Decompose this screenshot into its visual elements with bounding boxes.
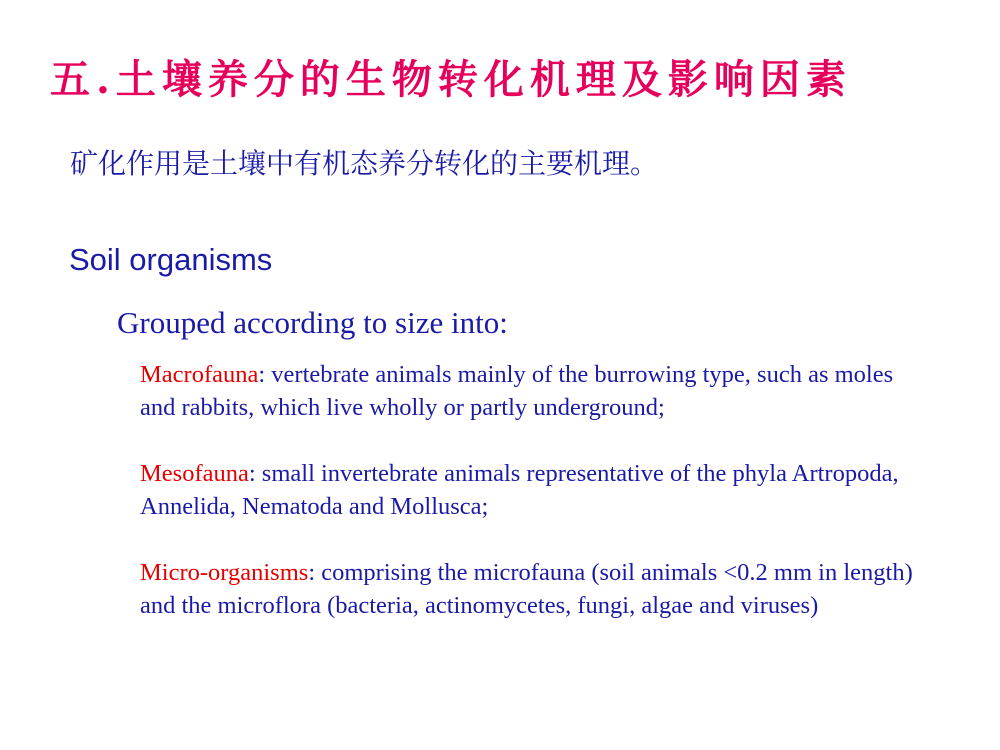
entry-term: Macrofauna xyxy=(140,361,259,388)
slide-title: 五.土壤养分的生物转化机理及影响因素 xyxy=(50,56,852,103)
entry-term: Mesofauna xyxy=(140,460,249,487)
entry-description: : small invertebrate animals representative of the phyla Artropoda, Annelida, Nematoda and Mollusca; xyxy=(140,460,899,520)
group-line: Grouped according to size into: xyxy=(117,305,508,340)
entry-mesofauna xyxy=(140,457,920,523)
entry-description: : vertebrate animals mainly of the burrowing type, such as moles and rabbits, which live wholly or partly underground; xyxy=(140,361,894,421)
entry-micro-organisms xyxy=(140,556,920,622)
slide-subtitle: 矿化作用是土壤中有机态养分转化的主要机理。 xyxy=(70,147,659,180)
entries-list xyxy=(140,358,920,655)
section-heading: Soil organisms xyxy=(69,242,273,277)
entry-macrofauna xyxy=(140,358,920,424)
entry-term: Micro-organisms xyxy=(140,559,309,586)
entry-description: : comprising the microfauna (soil animals <0.2 mm in length) and the microflora (bacteria, actinomycetes, fungi, algae and viruses) xyxy=(140,559,913,619)
